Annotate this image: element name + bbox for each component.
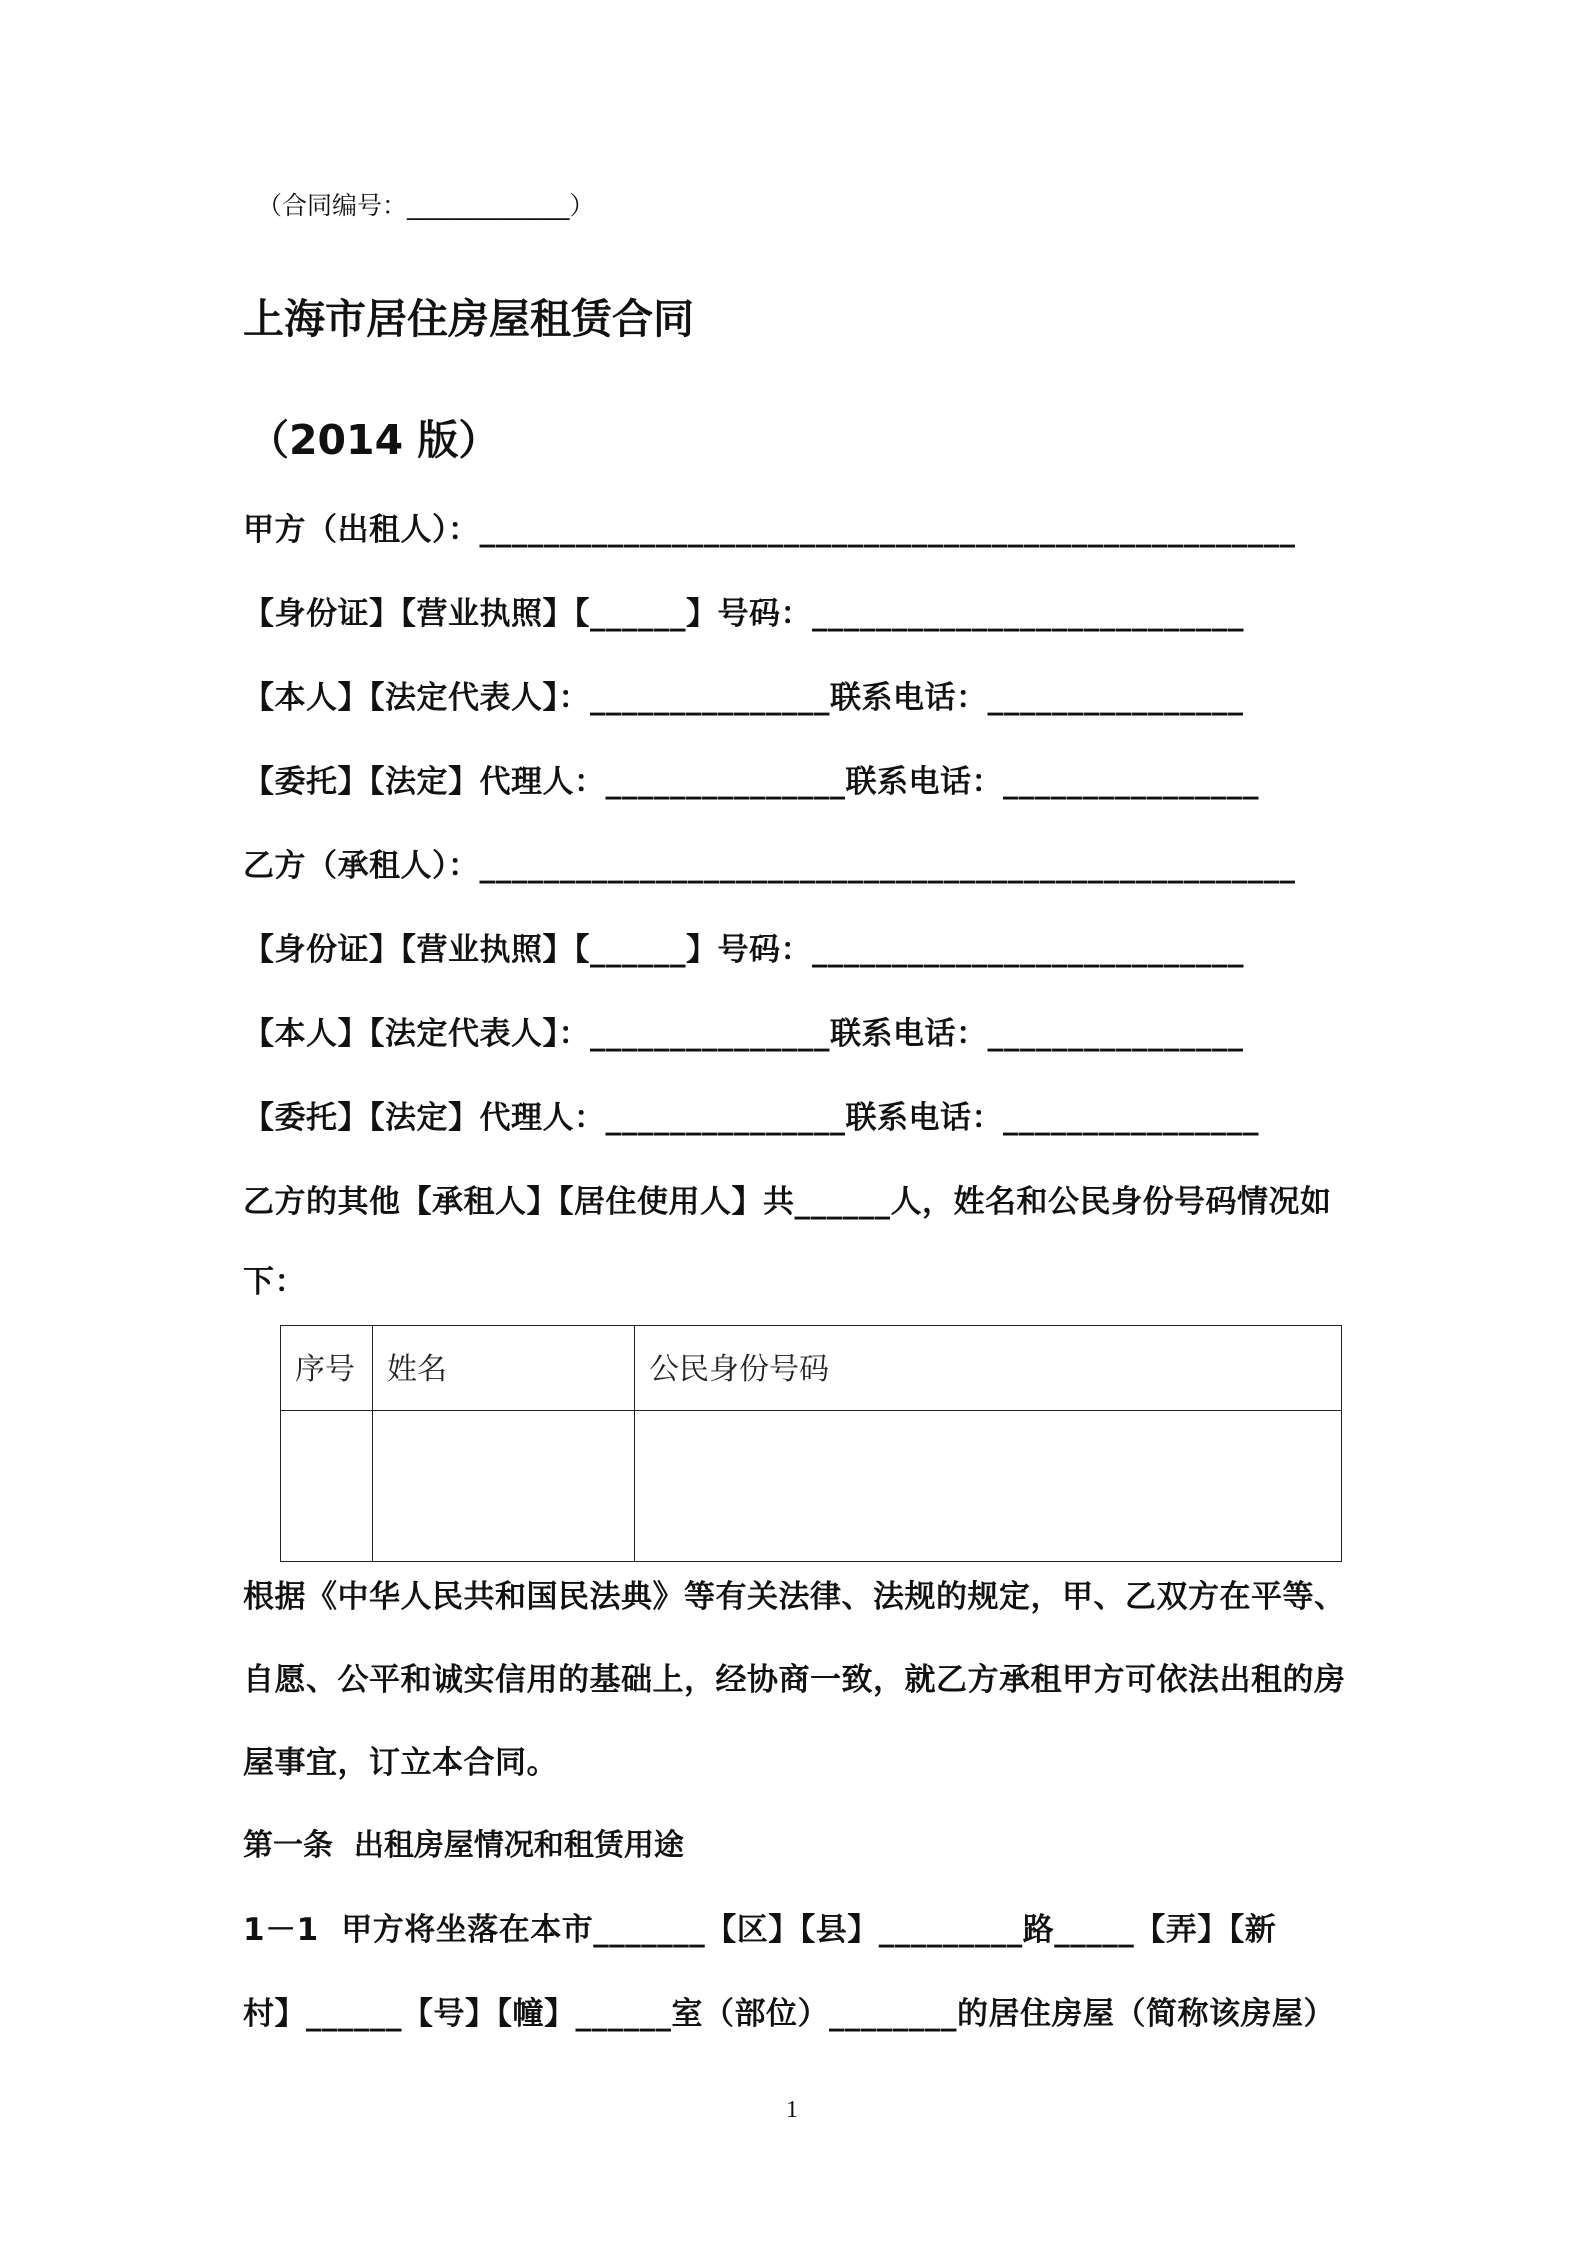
clause-1-1-line-1: 1－1 甲方将坐落在本市_______【区】【县】_________路_____【弄】【新 xyxy=(243,1912,1277,1948)
table-row xyxy=(281,1411,1342,1562)
header-name: 姓名 xyxy=(373,1326,635,1411)
contract-number-line: （合同编号：_____________） xyxy=(257,191,595,220)
other-occupants-line-1: 乙方的其他【承租人】【居住使用人】共______人，姓名和公民身份号码情况如 xyxy=(243,1184,1332,1220)
cell-seq[interactable] xyxy=(281,1411,373,1562)
party-a-id-number-field: 【身份证】【营业执照】【______】号码：___________________________ xyxy=(243,596,1244,632)
header-id-number: 公民身份号码 xyxy=(635,1326,1342,1411)
party-a-agent-field: 【委托】【法定】代理人：_______________联系电话：________________ xyxy=(243,764,1259,800)
cell-id-number[interactable] xyxy=(635,1411,1342,1562)
contract-version: （2014 版） xyxy=(248,416,500,464)
party-a-legal-rep-field: 【本人】【法定代表人】：_______________联系电话：________________ xyxy=(243,680,1244,716)
article-1-heading: 第一条 出租房屋情况和租赁用途 xyxy=(243,1828,684,1863)
party-b-id-number-field: 【身份证】【营业执照】【______】号码：___________________________ xyxy=(243,932,1244,968)
party-a-lessor-field: 甲方（出租人）：___________________________________________________ xyxy=(243,512,1296,548)
occupant-table xyxy=(280,1325,1342,1562)
header-seq: 序号 xyxy=(281,1326,373,1411)
party-b-legal-rep-field: 【本人】【法定代表人】：_______________联系电话：________________ xyxy=(243,1016,1244,1052)
preamble-line-1: 根据《中华人民共和国民法典》等有关法律、法规的规定，甲、乙双方在平等、 xyxy=(243,1579,1346,1615)
contract-title: 上海市居住房屋租赁合同 xyxy=(243,295,694,343)
preamble-line-2: 自愿、公平和诚实信用的基础上，经协商一致，就乙方承租甲方可依法出租的房 xyxy=(243,1662,1346,1698)
occupant-table-header-row xyxy=(281,1326,1342,1411)
page-number: 1 xyxy=(786,2097,798,2123)
party-b-lessee-field: 乙方（承租人）：___________________________________________________ xyxy=(243,848,1296,884)
party-b-agent-field: 【委托】【法定】代理人：_______________联系电话：________________ xyxy=(243,1100,1259,1136)
other-occupants-line-2: 下： xyxy=(243,1264,306,1300)
preamble-line-3: 屋事宜，订立本合同。 xyxy=(243,1745,558,1781)
cell-name[interactable] xyxy=(373,1411,635,1562)
clause-1-1-line-2: 村】______【号】【幢】______室（部位）________的居住房屋（简称该房屋） xyxy=(243,1996,1335,2032)
